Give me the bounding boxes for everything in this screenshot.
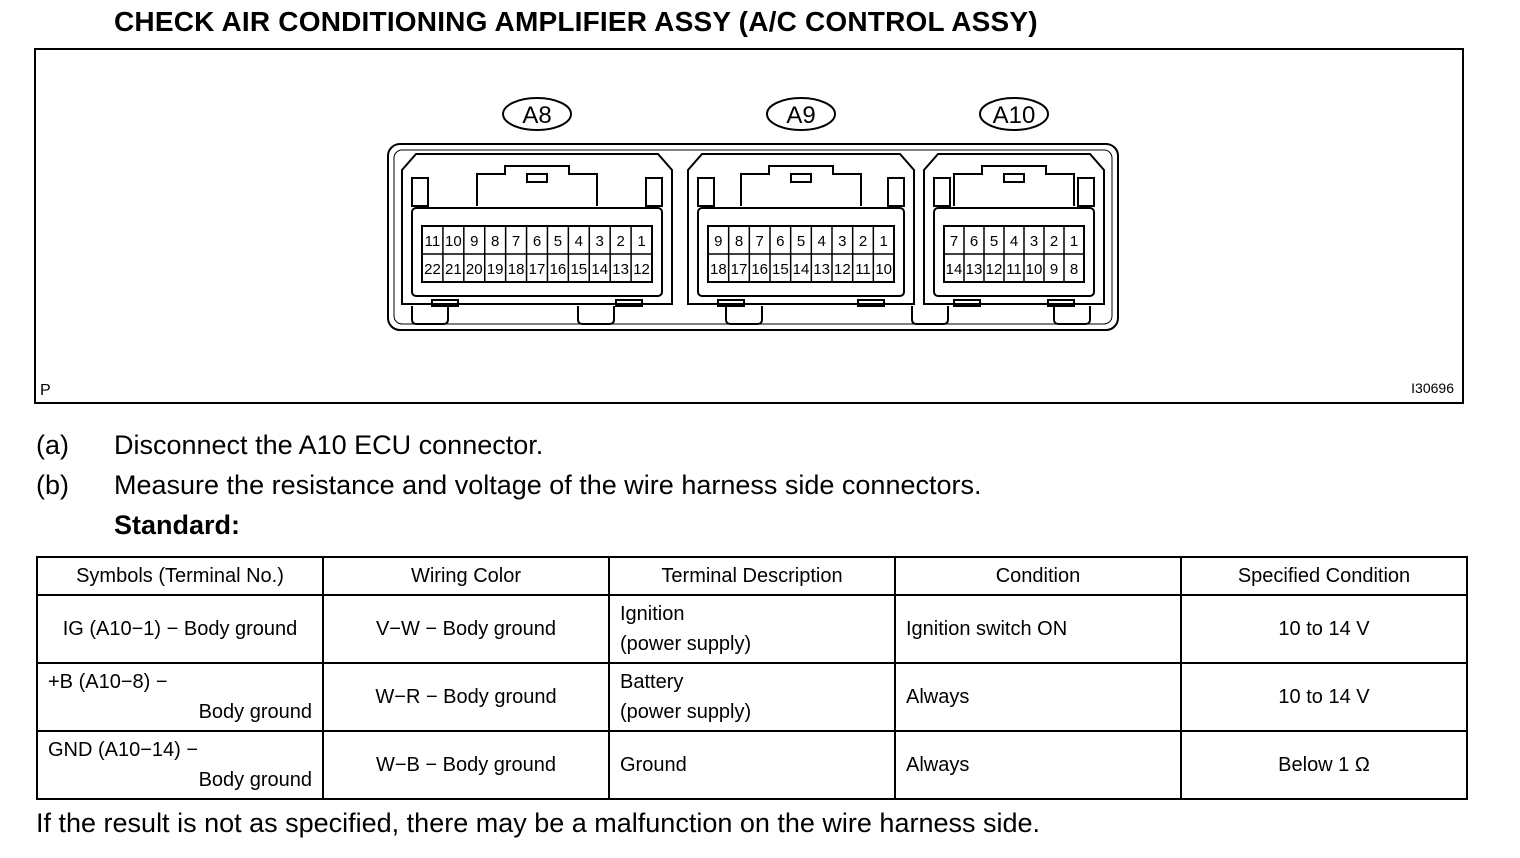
connector-latch — [477, 166, 597, 206]
terminal-number: 7 — [949, 233, 959, 250]
terminal-number: 12 — [985, 261, 1003, 278]
cell-wiring-color: V−W − Body ground — [323, 595, 609, 663]
housing-tab — [578, 306, 614, 324]
step-b-label: (b) — [36, 470, 69, 500]
cell-wiring-color: W−R − Body ground — [323, 663, 609, 731]
connector-rib — [888, 178, 904, 206]
terminal-number: 5 — [553, 233, 563, 250]
cell-symbol-line2: Body ground — [198, 701, 312, 723]
footer-note: If the result is not as specified, there may be a malfunction on the wire harness side. — [36, 808, 1041, 838]
terminal-number: 11 — [1006, 261, 1022, 278]
terminal-number: 2 — [1049, 233, 1059, 250]
cell-symbol — [37, 663, 323, 731]
terminal-number: 8 — [1069, 261, 1079, 278]
terminal-number: 12 — [633, 261, 650, 278]
latch-tab — [1004, 174, 1024, 182]
terminal-number: 10 — [875, 261, 893, 278]
connector-rib — [412, 178, 428, 206]
step-b — [36, 470, 981, 501]
terminal-number: 6 — [532, 233, 542, 250]
connector-diagram — [34, 48, 1464, 404]
cell-spec: 10 to 14 V — [1181, 663, 1467, 731]
page-title: CHECK AIR CONDITIONING AMPLIFIER ASSY (A/C CONTROL ASSY) — [114, 6, 1038, 37]
terminal-number: 5 — [796, 233, 806, 250]
cell-symbol-line1: IG (A10−1) − Body ground — [62, 617, 298, 640]
terminal-number: 13 — [612, 261, 629, 278]
terminal-number: 14 — [945, 261, 963, 278]
table-row — [37, 663, 1467, 731]
terminal-number: 7 — [511, 233, 521, 250]
terminal-number: 18 — [507, 261, 525, 278]
cell-description — [609, 595, 895, 663]
step-b-text: Measure the resistance and voltage of the wire harness side connectors. — [114, 470, 982, 500]
terminal-number: 12 — [833, 261, 851, 278]
terminal-number: 16 — [549, 261, 567, 278]
cell-condition: Ignition switch ON — [895, 595, 1181, 663]
spec-table — [36, 556, 1468, 800]
figure-corner-label: P — [40, 382, 51, 399]
terminal-number: 9 — [1049, 261, 1059, 278]
connector-latch — [954, 166, 1074, 206]
connector-latch — [741, 166, 861, 206]
cell-spec: Below 1 Ω — [1181, 731, 1467, 799]
header-condition: Condition — [895, 557, 1181, 595]
terminal-number: 17 — [730, 261, 748, 278]
housing-tab — [912, 306, 948, 324]
terminal-number: 14 — [792, 261, 810, 278]
connector-label: A10 — [992, 102, 1036, 129]
cell-description-line2: (power supply) — [620, 633, 752, 655]
terminal-number: 13 — [965, 261, 983, 278]
terminal-number: 9 — [470, 233, 479, 250]
terminal-number: 1 — [637, 233, 646, 250]
step-a-label: (a) — [36, 430, 69, 460]
terminal-number: 13 — [813, 261, 831, 278]
terminal-number: 4 — [574, 233, 583, 250]
terminal-number: 8 — [734, 233, 744, 250]
cell-condition: Always — [895, 663, 1181, 731]
connector-label: A9 — [786, 102, 816, 129]
terminal-number: 1 — [1069, 233, 1079, 250]
terminal-number: 2 — [858, 233, 868, 250]
terminal-number: 9 — [714, 233, 723, 250]
terminal-number: 4 — [1009, 233, 1019, 250]
header-terminal-description: Terminal Description — [609, 557, 895, 595]
terminal-number: 14 — [591, 261, 609, 278]
connector-drawing — [36, 50, 1462, 402]
housing-tab — [412, 306, 448, 324]
terminal-number: 11 — [855, 261, 871, 278]
cell-symbol — [37, 595, 323, 663]
connector-rib — [646, 178, 662, 206]
cell-description-line1: Ground — [620, 754, 687, 776]
terminal-number: 6 — [969, 233, 979, 250]
cell-symbol-line2: Body ground — [198, 769, 312, 791]
header-wiring-color: Wiring Color — [323, 557, 609, 595]
cell-description-line1: Ignition — [620, 603, 685, 625]
terminal-number: 6 — [776, 233, 785, 250]
cell-description-line2: (power supply) — [620, 701, 752, 723]
cell-symbol-line1: GND (A10−14) − — [48, 739, 199, 761]
cell-symbol — [37, 731, 323, 799]
table-row — [37, 595, 1467, 663]
latch-tab — [527, 174, 547, 182]
terminal-number: 7 — [755, 233, 764, 250]
step-a — [36, 430, 543, 461]
terminal-number: 20 — [465, 261, 483, 278]
cell-symbol-line1: +B (A10−8) − — [48, 671, 168, 693]
terminal-number: 11 — [424, 233, 441, 250]
terminal-number: 5 — [989, 233, 999, 250]
terminal-number: 3 — [1029, 233, 1039, 250]
cell-description-line1: Battery — [620, 671, 684, 693]
terminal-number: 16 — [751, 261, 769, 278]
terminal-number: 15 — [570, 261, 588, 278]
cell-description — [609, 663, 895, 731]
terminal-number: 10 — [1025, 261, 1043, 278]
table-header-row — [37, 557, 1467, 595]
table-row — [37, 731, 1467, 799]
terminal-number: 2 — [616, 233, 625, 250]
cell-wiring-color: W−B − Body ground — [323, 731, 609, 799]
terminal-number: 15 — [771, 261, 789, 278]
housing-tab — [726, 306, 762, 324]
terminal-number: 19 — [486, 261, 504, 278]
connector-rib — [934, 178, 950, 206]
figure-id-label: I30696 — [1411, 380, 1454, 396]
header-specified-condition: Specified Condition — [1181, 557, 1467, 595]
terminal-number: 1 — [879, 233, 888, 250]
terminal-number: 18 — [709, 261, 727, 278]
terminal-number: 17 — [528, 261, 546, 278]
terminal-number: 21 — [445, 261, 462, 278]
connector-rib — [1078, 178, 1094, 206]
terminal-number: 3 — [595, 233, 604, 250]
latch-tab — [791, 174, 811, 182]
cell-description — [609, 731, 895, 799]
connector-label: A8 — [522, 102, 552, 129]
housing-tab — [1054, 306, 1090, 324]
header-symbols: Symbols (Terminal No.) — [37, 557, 323, 595]
terminal-number: 3 — [838, 233, 847, 250]
standard-label: Standard: — [114, 510, 241, 540]
terminal-number: 4 — [817, 233, 826, 250]
cell-condition: Always — [895, 731, 1181, 799]
cell-spec: 10 to 14 V — [1181, 595, 1467, 663]
connector-rib — [698, 178, 714, 206]
step-a-text: Disconnect the A10 ECU connector. — [114, 430, 544, 460]
terminal-number: 22 — [424, 261, 441, 278]
terminal-number: 8 — [491, 233, 500, 250]
terminal-number: 10 — [445, 233, 462, 250]
